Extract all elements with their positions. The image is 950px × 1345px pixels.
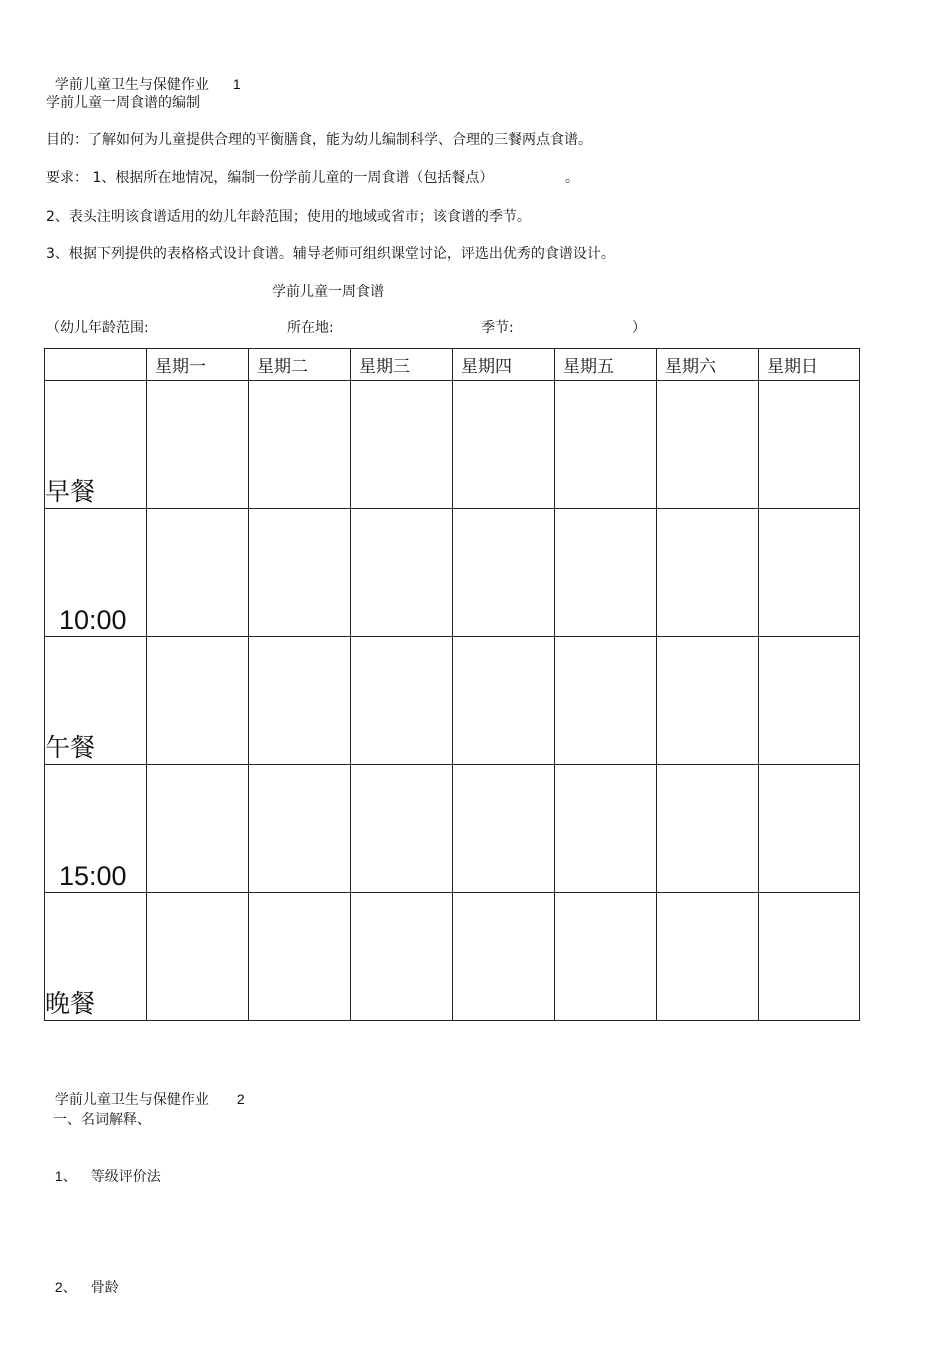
menu-cell[interactable] bbox=[147, 893, 249, 1021]
menu-cell[interactable] bbox=[147, 381, 249, 509]
table-row bbox=[45, 637, 860, 765]
menu-cell[interactable] bbox=[759, 381, 860, 509]
menu-cell[interactable] bbox=[555, 381, 657, 509]
meal-label: 早餐 bbox=[45, 381, 147, 509]
menu-cell[interactable] bbox=[657, 893, 759, 1021]
menu-cell[interactable] bbox=[453, 381, 555, 509]
menu-cell[interactable] bbox=[555, 637, 657, 765]
hw2-section-title: 一、名词解释、 bbox=[53, 1112, 151, 1128]
hw2-item-1: 1、 等级评价法 bbox=[54, 1168, 161, 1185]
menu-cell[interactable] bbox=[657, 381, 759, 509]
menu-cell[interactable] bbox=[657, 509, 759, 637]
day-header: 星期一 bbox=[147, 349, 249, 381]
menu-cell[interactable] bbox=[759, 509, 860, 637]
menu-cell[interactable] bbox=[555, 893, 657, 1021]
menu-cell[interactable] bbox=[453, 765, 555, 893]
menu-cell[interactable] bbox=[555, 765, 657, 893]
menu-cell[interactable] bbox=[147, 509, 249, 637]
table-row bbox=[45, 765, 860, 893]
day-header: 星期日 bbox=[759, 349, 860, 381]
menu-cell[interactable] bbox=[759, 637, 860, 765]
menu-cell[interactable] bbox=[147, 765, 249, 893]
menu-cell[interactable] bbox=[759, 893, 860, 1021]
meta-season-label: 季节: bbox=[481, 320, 514, 336]
hw1-requirement-1-end: 。 bbox=[565, 170, 579, 186]
menu-cell[interactable] bbox=[453, 893, 555, 1021]
menu-cell[interactable] bbox=[351, 381, 453, 509]
meal-label: 午餐 bbox=[45, 637, 147, 765]
menu-cell[interactable] bbox=[249, 509, 351, 637]
menu-cell[interactable] bbox=[249, 765, 351, 893]
menu-cell[interactable] bbox=[351, 637, 453, 765]
table-row bbox=[45, 893, 860, 1021]
menu-cell[interactable] bbox=[453, 637, 555, 765]
table-row bbox=[45, 381, 860, 509]
menu-cell[interactable] bbox=[351, 765, 453, 893]
table-header-row bbox=[45, 349, 860, 381]
menu-cell[interactable] bbox=[249, 637, 351, 765]
menu-cell[interactable] bbox=[351, 509, 453, 637]
weekly-menu-table bbox=[44, 348, 860, 1021]
day-header: 星期五 bbox=[555, 349, 657, 381]
hw1-requirement-3: 3、根据下列提供的表格格式设计食谱。辅导老师可组织课堂讨论，评选出优秀的食谱设计。 bbox=[46, 246, 615, 262]
menu-cell[interactable] bbox=[351, 893, 453, 1021]
day-header: 星期三 bbox=[351, 349, 453, 381]
menu-cell[interactable] bbox=[249, 893, 351, 1021]
menu-cell[interactable] bbox=[555, 509, 657, 637]
hw1-requirement-1: 要求： 1、根据所在地情况，编制一份学前儿童的一周食谱（包括餐点） bbox=[46, 170, 494, 186]
hw1-subtitle: 学前儿童一周食谱的编制 bbox=[46, 95, 200, 111]
hw1-requirement-2: 2、表头注明该食谱适用的幼儿年龄范围；使用的地域或省市；该食谱的季节。 bbox=[46, 209, 531, 225]
meta-age-label: （幼儿年龄范围: bbox=[46, 320, 149, 336]
hw2-item-2: 2、 骨龄 bbox=[54, 1279, 119, 1296]
day-header: 星期六 bbox=[657, 349, 759, 381]
day-header: 星期四 bbox=[453, 349, 555, 381]
meal-label: 10:00 bbox=[45, 509, 147, 637]
menu-cell[interactable] bbox=[759, 765, 860, 893]
hw1-goal: 目的：了解如何为儿童提供合理的平衡膳食，能为幼儿编制科学、合理的三餐两点食谱。 bbox=[46, 132, 592, 148]
table-row bbox=[45, 509, 860, 637]
hw1-header: 学前儿童卫生与保健作业 1 bbox=[54, 76, 241, 93]
day-header: 星期二 bbox=[249, 349, 351, 381]
meta-place-label: 所在地: bbox=[287, 320, 334, 336]
menu-cell[interactable] bbox=[657, 765, 759, 893]
menu-cell[interactable] bbox=[453, 509, 555, 637]
meal-label: 15:00 bbox=[45, 765, 147, 893]
menu-cell[interactable] bbox=[657, 637, 759, 765]
meta-close-paren: ） bbox=[632, 320, 646, 336]
menu-cell[interactable] bbox=[147, 637, 249, 765]
menu-cell[interactable] bbox=[249, 381, 351, 509]
table-title: 学前儿童一周食谱 bbox=[272, 284, 384, 300]
hw2-header: 学前儿童卫生与保健作业 2 bbox=[54, 1091, 245, 1108]
corner-cell bbox=[45, 349, 147, 381]
meal-label: 晚餐 bbox=[45, 893, 147, 1021]
